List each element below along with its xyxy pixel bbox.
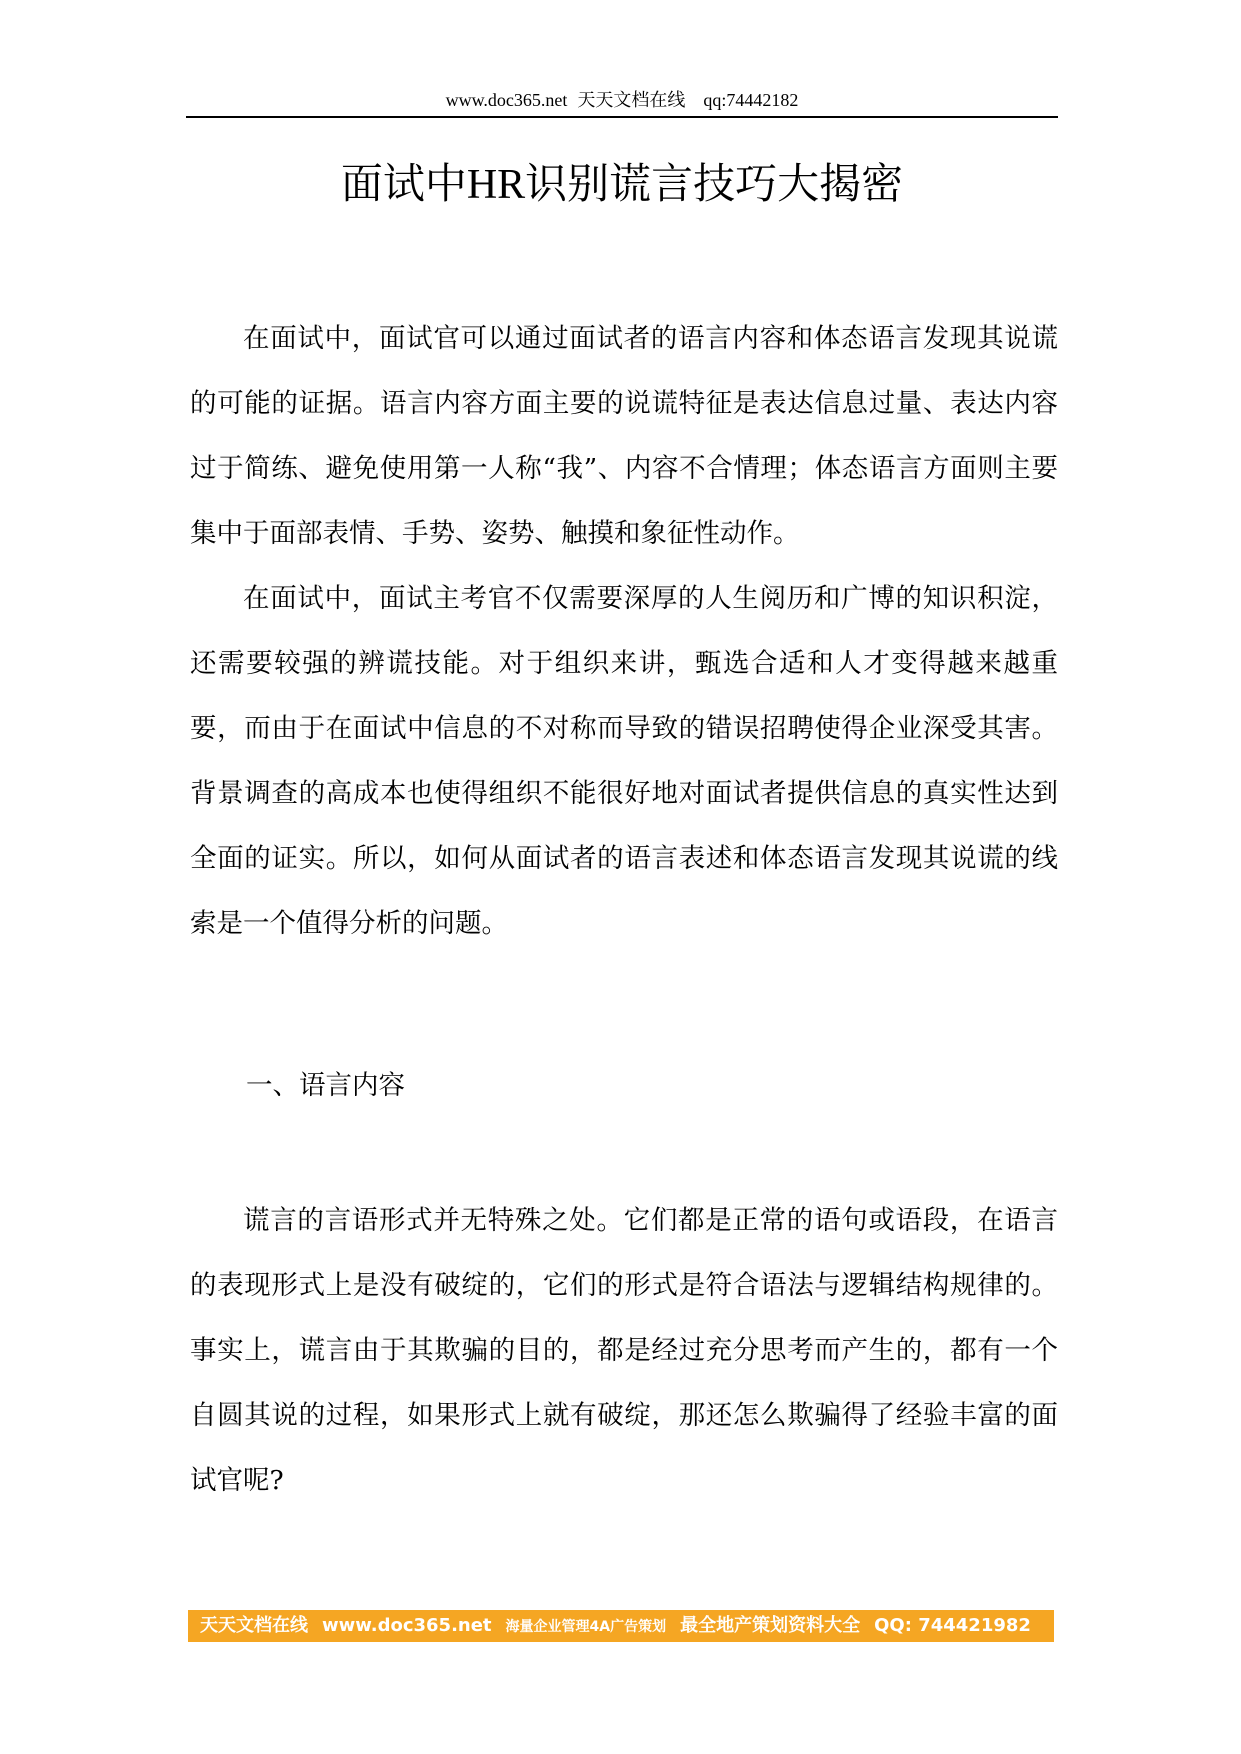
page-header bbox=[186, 88, 1058, 112]
footer-slogan-2: 最全地产策划资料大全 bbox=[680, 1615, 861, 1636]
footer-qq: QQ: 744421982 bbox=[874, 1615, 1031, 1636]
footer-site: www.doc365.net bbox=[322, 1615, 492, 1636]
header-site: www.doc365.net bbox=[445, 90, 568, 110]
section-1-body bbox=[190, 1188, 1058, 1513]
header-qq: qq:74442182 bbox=[703, 90, 799, 110]
intro-paragraph-1: 在面试中，面试官可以通过面试者的语言内容和体态语言发现其说谎的可能的证据。语言内容方面主要的说谎特征是表达信息过量、表达内容过于简练、避免使用第一人称“我”、内容不合情理；体态语言方面则主要集中于面部表情、手势、姿势、触摸和象征性动作。 bbox=[190, 323, 1058, 549]
header-rule bbox=[186, 116, 1058, 118]
intro-section bbox=[190, 306, 1058, 956]
header-name: 天天文档在线 bbox=[577, 90, 686, 110]
footer-banner bbox=[188, 1610, 1054, 1642]
footer-slogan-1: 海量企业管理4A广告策划 bbox=[505, 1619, 667, 1635]
document-title: 面试中HR识别谎言技巧大揭密 bbox=[340, 162, 904, 208]
section-heading-1: 一、语言内容 bbox=[246, 1070, 405, 1101]
footer-brand: 天天文档在线 bbox=[200, 1615, 308, 1636]
intro-paragraph-2: 在面试中，面试主考官不仅需要深厚的人生阅历和广博的知识积淀，还需要较强的辨谎技能。对于组织来讲，甄选合适和人才变得越来越重要，而由于在面试中信息的不对称而导致的错误招聘使得企业深受其害。背景调查的高成本也使得组织不能很好地对面试者提供信息的真实性达到全面的证实。所以，如何从面试者的语言表述和体态语言发现其说谎的线索是一个值得分析的问题。 bbox=[190, 583, 1058, 939]
section-1-paragraph: 谎言的言语形式并无特殊之处。它们都是正常的语句或语段，在语言的表现形式上是没有破绽的，它们的形式是符合语法与逻辑结构规律的。事实上，谎言由于其欺骗的目的，都是经过充分思考而产生的，都有一个自圆其说的过程，如果形式上就有破绽，那还怎么欺骗得了经验丰富的面试官呢? bbox=[190, 1205, 1058, 1496]
